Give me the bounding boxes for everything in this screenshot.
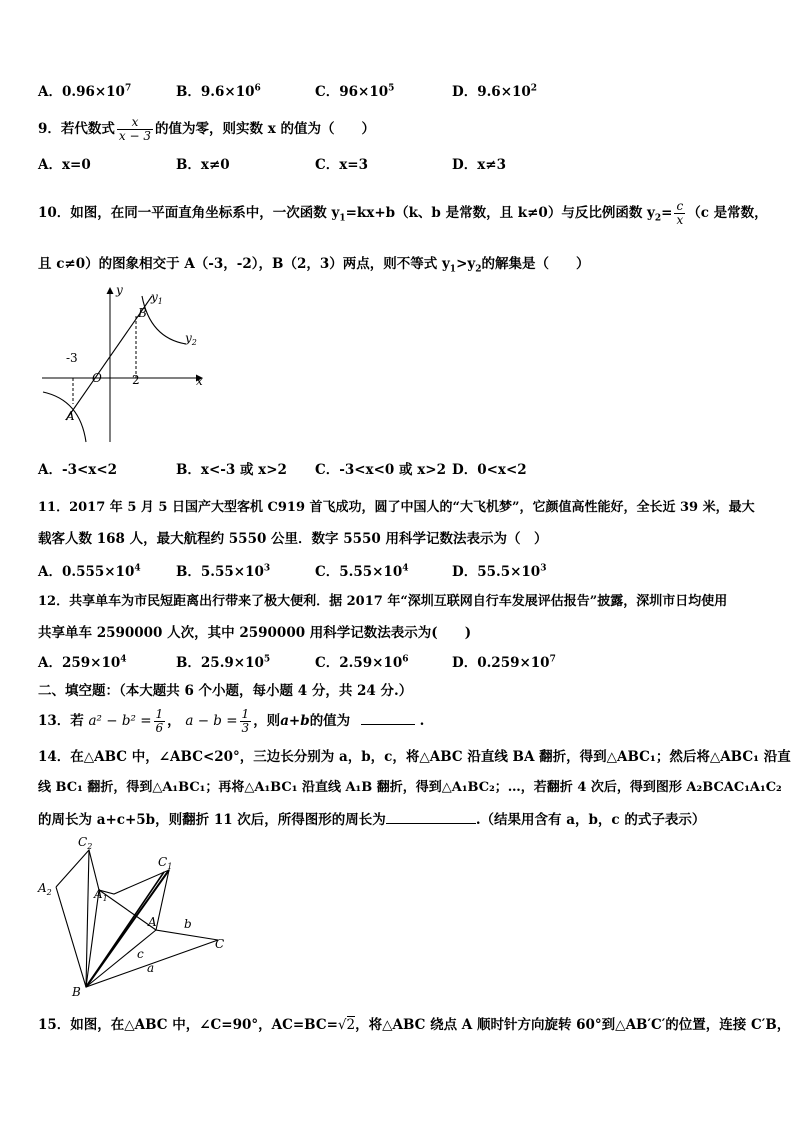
q14-stem-line3: 的周长为 a+c+5b，则翻折 11 次后，所得图形的周长为 .（结果用含有 a，b，c 的式子表示） <box>38 809 705 830</box>
hyperbola-branch-1 <box>142 296 186 344</box>
q11-option-c: C．$5.55\times 10^4$ <box>315 563 409 580</box>
graph-label-a: A <box>66 409 75 423</box>
q8-option-b: B．$9.6\times 10^6$ <box>176 83 261 100</box>
q10-option-b: B．x<-3 或 x>2 <box>176 462 287 478</box>
graph-label-y2: $y_2$ <box>185 331 197 347</box>
section-heading-fill-in: 二、填空题：（本大题共 6 个小题，每小题 4 分，共 24 分.） <box>38 683 413 699</box>
q15-stem: 15．如图，在△ABC 中，∠C=90°，AC=BC=√2，将△ABC 绕点 A 顺时针方向旋转 60°到△AB′C′的位置，连接 C′B， <box>38 1017 791 1033</box>
fig-label-b: B <box>72 985 81 999</box>
fig-label-c-side: c <box>137 947 144 961</box>
fig-label-a2: $A_2$ <box>38 881 52 897</box>
q13-stem: 13．若 a² − b² = $\frac{1}{6}$ ， a − b = $\frac{1}{3}$ ，则a+b的值为 . <box>38 707 425 735</box>
q11-stem-line2: 载客人数 168 人，最大航程约 5550 公里．数字 5550 用科学记数法表示为（ ） <box>38 531 548 547</box>
q8-option-c: C．$96\times 10^5$ <box>315 83 395 100</box>
fig-label-c2: $C_2$ <box>78 835 93 851</box>
fig-label-a: A <box>148 915 157 929</box>
q9-stem: 9．若代数式 $\frac{x}{x - 3}$ 的值为零，则实数 x 的值为（ ） <box>38 115 375 143</box>
fold-outline <box>56 850 218 987</box>
q13-answer-blank[interactable] <box>361 710 415 725</box>
q11-option-a: A．$0.555\times 10^4$ <box>38 563 141 580</box>
q14-stem-line2: 线 BC₁ 翻折，得到△A₁BC₁；再将△A₁BC₁ 沿直线 A₁B 翻折，得到△A₁BC₂；…，若翻折 4 次后，得到图形 A₂BCAC₁A₁C₂ <box>38 780 782 795</box>
graph-label-origin: O <box>92 371 102 385</box>
graph-label-y1: $y_1$ <box>151 290 163 306</box>
q10-stem-line1: 10．如图，在同一平面直角坐标系中，一次函数 $y_1=kx+b(k$、b 是常数，且 k≠0）与反比例函数 $y_2=$ $\frac{c}{x}$ （c 是常数， <box>38 199 768 227</box>
q11-option-d: D．$55.5\times 10^3$ <box>452 563 547 580</box>
q12-option-c: C．$2.59\times 10^6$ <box>315 654 409 671</box>
q8-option-a: A．$0.96\times 10^7$ <box>38 83 132 100</box>
fig-label-c1: $C_1$ <box>158 855 173 871</box>
q14-stem-line1: 14．在△ABC 中，∠ABC<20°，三边长分别为 a，b，c，将△ABC 沿直线 BA 翻折，得到△ABC₁；然后将△ABC₁ 沿直 <box>38 749 791 765</box>
graph-label-neg3: -3 <box>66 351 78 365</box>
q9-option-d: D．x≠3 <box>452 157 506 173</box>
q10-option-a: A．-3<x<2 <box>38 462 118 478</box>
q9-fraction: $\frac{x}{x - 3}$ <box>118 115 151 143</box>
q11-stem-line1: 11．2017 年 5 月 5 日国产大型客机 C919 首飞成功，圆了中国人的“大飞机梦”，它颜值高性能好，全长近 39 米，最大 <box>38 500 755 515</box>
q10-stem-line2: 且 c≠0）的图象相交于 A（-3，-2），B（2，3）两点，则不等式 $y_1>y_2$的解集是（ ） <box>38 256 590 275</box>
q14-answer-blank[interactable] <box>386 809 476 824</box>
q12-stem-line2: 共享单车 2590000 人次，其中 2590000 用科学记数法表示为( ) <box>38 625 472 641</box>
q10-option-c: C．-3<x<0 或 x>2 <box>315 462 446 478</box>
q12-option-d: D．$0.259\times 10^7$ <box>452 654 556 671</box>
graph-label-2: 2 <box>132 373 140 387</box>
q11-option-b: B．$5.55\times 10^3$ <box>176 563 271 580</box>
graph-label-x: x <box>196 374 203 388</box>
q8-option-d: D．$9.6\times 10^2$ <box>452 83 538 100</box>
q14-fold-figure <box>34 832 234 1000</box>
fig-label-b-side: b <box>184 917 192 931</box>
graph-label-y: y <box>116 283 123 297</box>
q9-option-c: C．x=3 <box>315 157 368 173</box>
q10-function-graph <box>38 282 218 447</box>
fig-label-a1: $A_1$ <box>94 887 108 903</box>
graph-label-b: B <box>138 306 147 320</box>
q12-stem-line1: 12．共享单车为市民短距离出行带来了极大便利．据 2017 年“深圳互联网自行车发展评估报告”披露，深圳市日均使用 <box>38 594 728 609</box>
q9-option-b: B．x≠0 <box>176 157 230 173</box>
q12-option-b: B．$25.9\times 10^5$ <box>176 654 271 671</box>
q10-fraction: $\frac{c}{x}$ <box>676 199 684 227</box>
q12-option-a: A．$259\times 10^4$ <box>38 654 127 671</box>
q9-option-a: A．x=0 <box>38 157 91 173</box>
fig-label-c: C <box>215 937 225 951</box>
fig-label-a-side: a <box>147 961 155 975</box>
q10-option-d: D．0<x<2 <box>452 462 527 478</box>
